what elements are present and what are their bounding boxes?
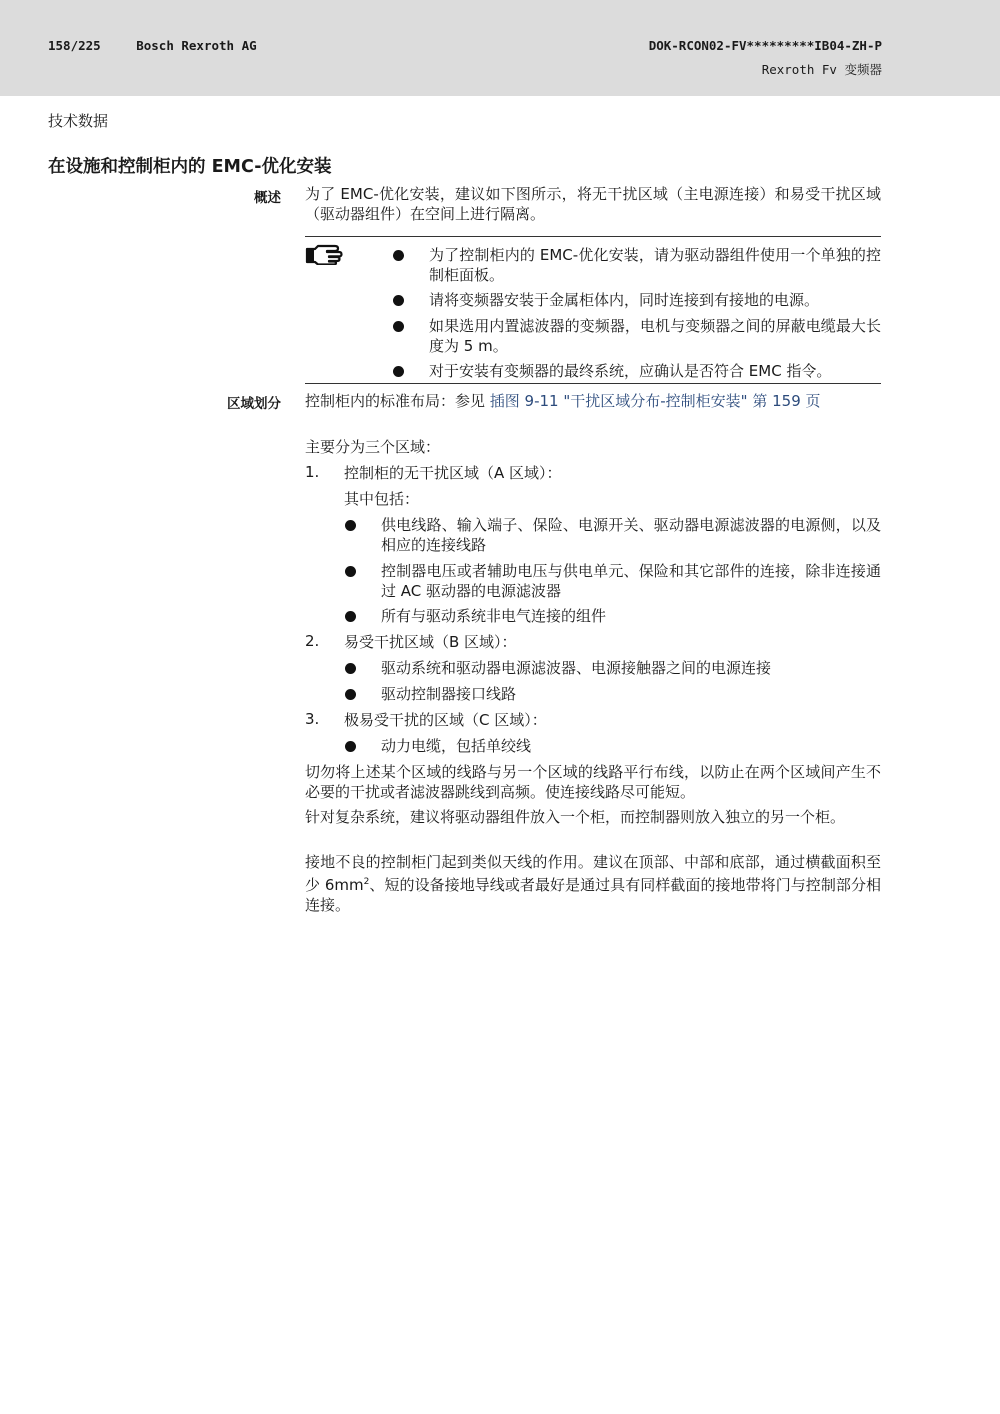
bullet-dot	[393, 295, 404, 306]
header-left	[48, 38, 257, 53]
zone-b-item: 驱动系统和驱动器电源滤波器、电源接触器之间的电源连接	[381, 659, 772, 677]
list-number: 3.	[305, 710, 320, 728]
note-item: 请将变频器安装于金属柜体内，同时连接到有接地的电源。	[429, 291, 820, 309]
company-name: Bosch Rexroth AG	[136, 38, 257, 53]
pointing-hand-icon	[305, 243, 343, 265]
zone-a-item: 供电线路、输入端子、保险、电源开关、驱动器电源滤波器的电源侧，以及相应的连接线路	[381, 516, 881, 554]
bullet-dot	[345, 741, 356, 752]
document-code: DOK-RCON02-FV*********IB04-ZH-P	[648, 38, 882, 53]
bullet-dot	[345, 566, 356, 577]
page-number: 158/225	[48, 38, 101, 53]
superscript: 2	[363, 877, 370, 887]
zone-c-title: 极易受干扰的区域（C 区域）：	[344, 711, 547, 729]
zone-c-item: 动力电缆，包括单绞线	[381, 737, 532, 755]
page-header	[0, 0, 1000, 96]
zone-b-item: 驱动控制器接口线路	[381, 685, 517, 703]
zone-a-item: 控制器电压或者辅助电压与供电单元、保险和其它部件的连接，除非连接通过 AC 驱动器的电源滤波器	[381, 562, 881, 600]
bullet-dot	[345, 663, 356, 674]
paragraph-text: 接地不良的控制柜门起到类似天线的作用。建议在顶部、中部和底部，通过横截面积至少 6mm	[305, 853, 881, 894]
overview-label: 概述	[254, 190, 281, 206]
paragraph: 针对复杂系统，建议将驱动器组件放入一个柜，而控制器则放入独立的另一个柜。	[305, 808, 846, 826]
product-name: Rexroth Fv 变频器	[761, 62, 882, 77]
zone-a-title: 控制柜的无干扰区域（A 区域）：	[344, 464, 562, 482]
list-number: 1.	[305, 463, 320, 481]
page-title: 在设施和控制柜内的 EMC-优化安装	[48, 157, 332, 177]
paragraph: 切勿将上述某个区域的线路与另一个区域的线路平行布线，以防止在两个区域间产生不必要的干扰或者滤波器跳线到高频。使连接线路尽可能短。	[305, 763, 881, 801]
note-item: 对于安装有变频器的最终系统，应确认是否符合 EMC 指令。	[429, 362, 832, 380]
bullet-dot	[345, 611, 356, 622]
note-item: 为了控制柜内的 EMC-优化安装，请为驱动器组件使用一个单独的控制柜面板。	[429, 246, 881, 284]
paragraph-text: 、短的设备接地导线或者最好是通过具有同样截面的接地带将门与控制部分相连接。	[305, 876, 881, 914]
zone-a-sub: 其中包括：	[344, 490, 420, 508]
bullet-dot	[345, 520, 356, 531]
overview-text: 为了 EMC-优化安装，建议如下图所示，将无干扰区域（主电源连接）和易受干扰区域（驱动器组件）在空间上进行隔离。	[305, 185, 881, 223]
note-box	[305, 236, 881, 384]
section-label: 技术数据	[48, 112, 109, 130]
zones-label: 区域划分	[227, 396, 281, 412]
bullet-dot	[345, 689, 356, 700]
list-number: 2.	[305, 632, 320, 650]
zone-b-title: 易受干扰区域（B 区域）：	[344, 633, 517, 651]
zones-intro-text: 控制柜内的标准布局：参见	[305, 392, 490, 410]
paragraph	[305, 852, 881, 915]
note-item: 如果选用内置滤波器的变频器，电机与变频器之间的屏蔽电缆最大长度为 5 m。	[429, 317, 881, 355]
bullet-dot	[393, 366, 404, 377]
zone-a-item: 所有与驱动系统非电气连接的组件	[381, 607, 607, 625]
zones-main-text: 主要分为三个区域：	[305, 438, 441, 456]
figure-reference-link[interactable]: 插图 9-11 "干扰区域分布-控制柜安装" 第 159 页	[489, 392, 821, 410]
bullet-dot	[393, 250, 404, 261]
bullet-dot	[393, 321, 404, 332]
zones-intro	[305, 391, 881, 411]
